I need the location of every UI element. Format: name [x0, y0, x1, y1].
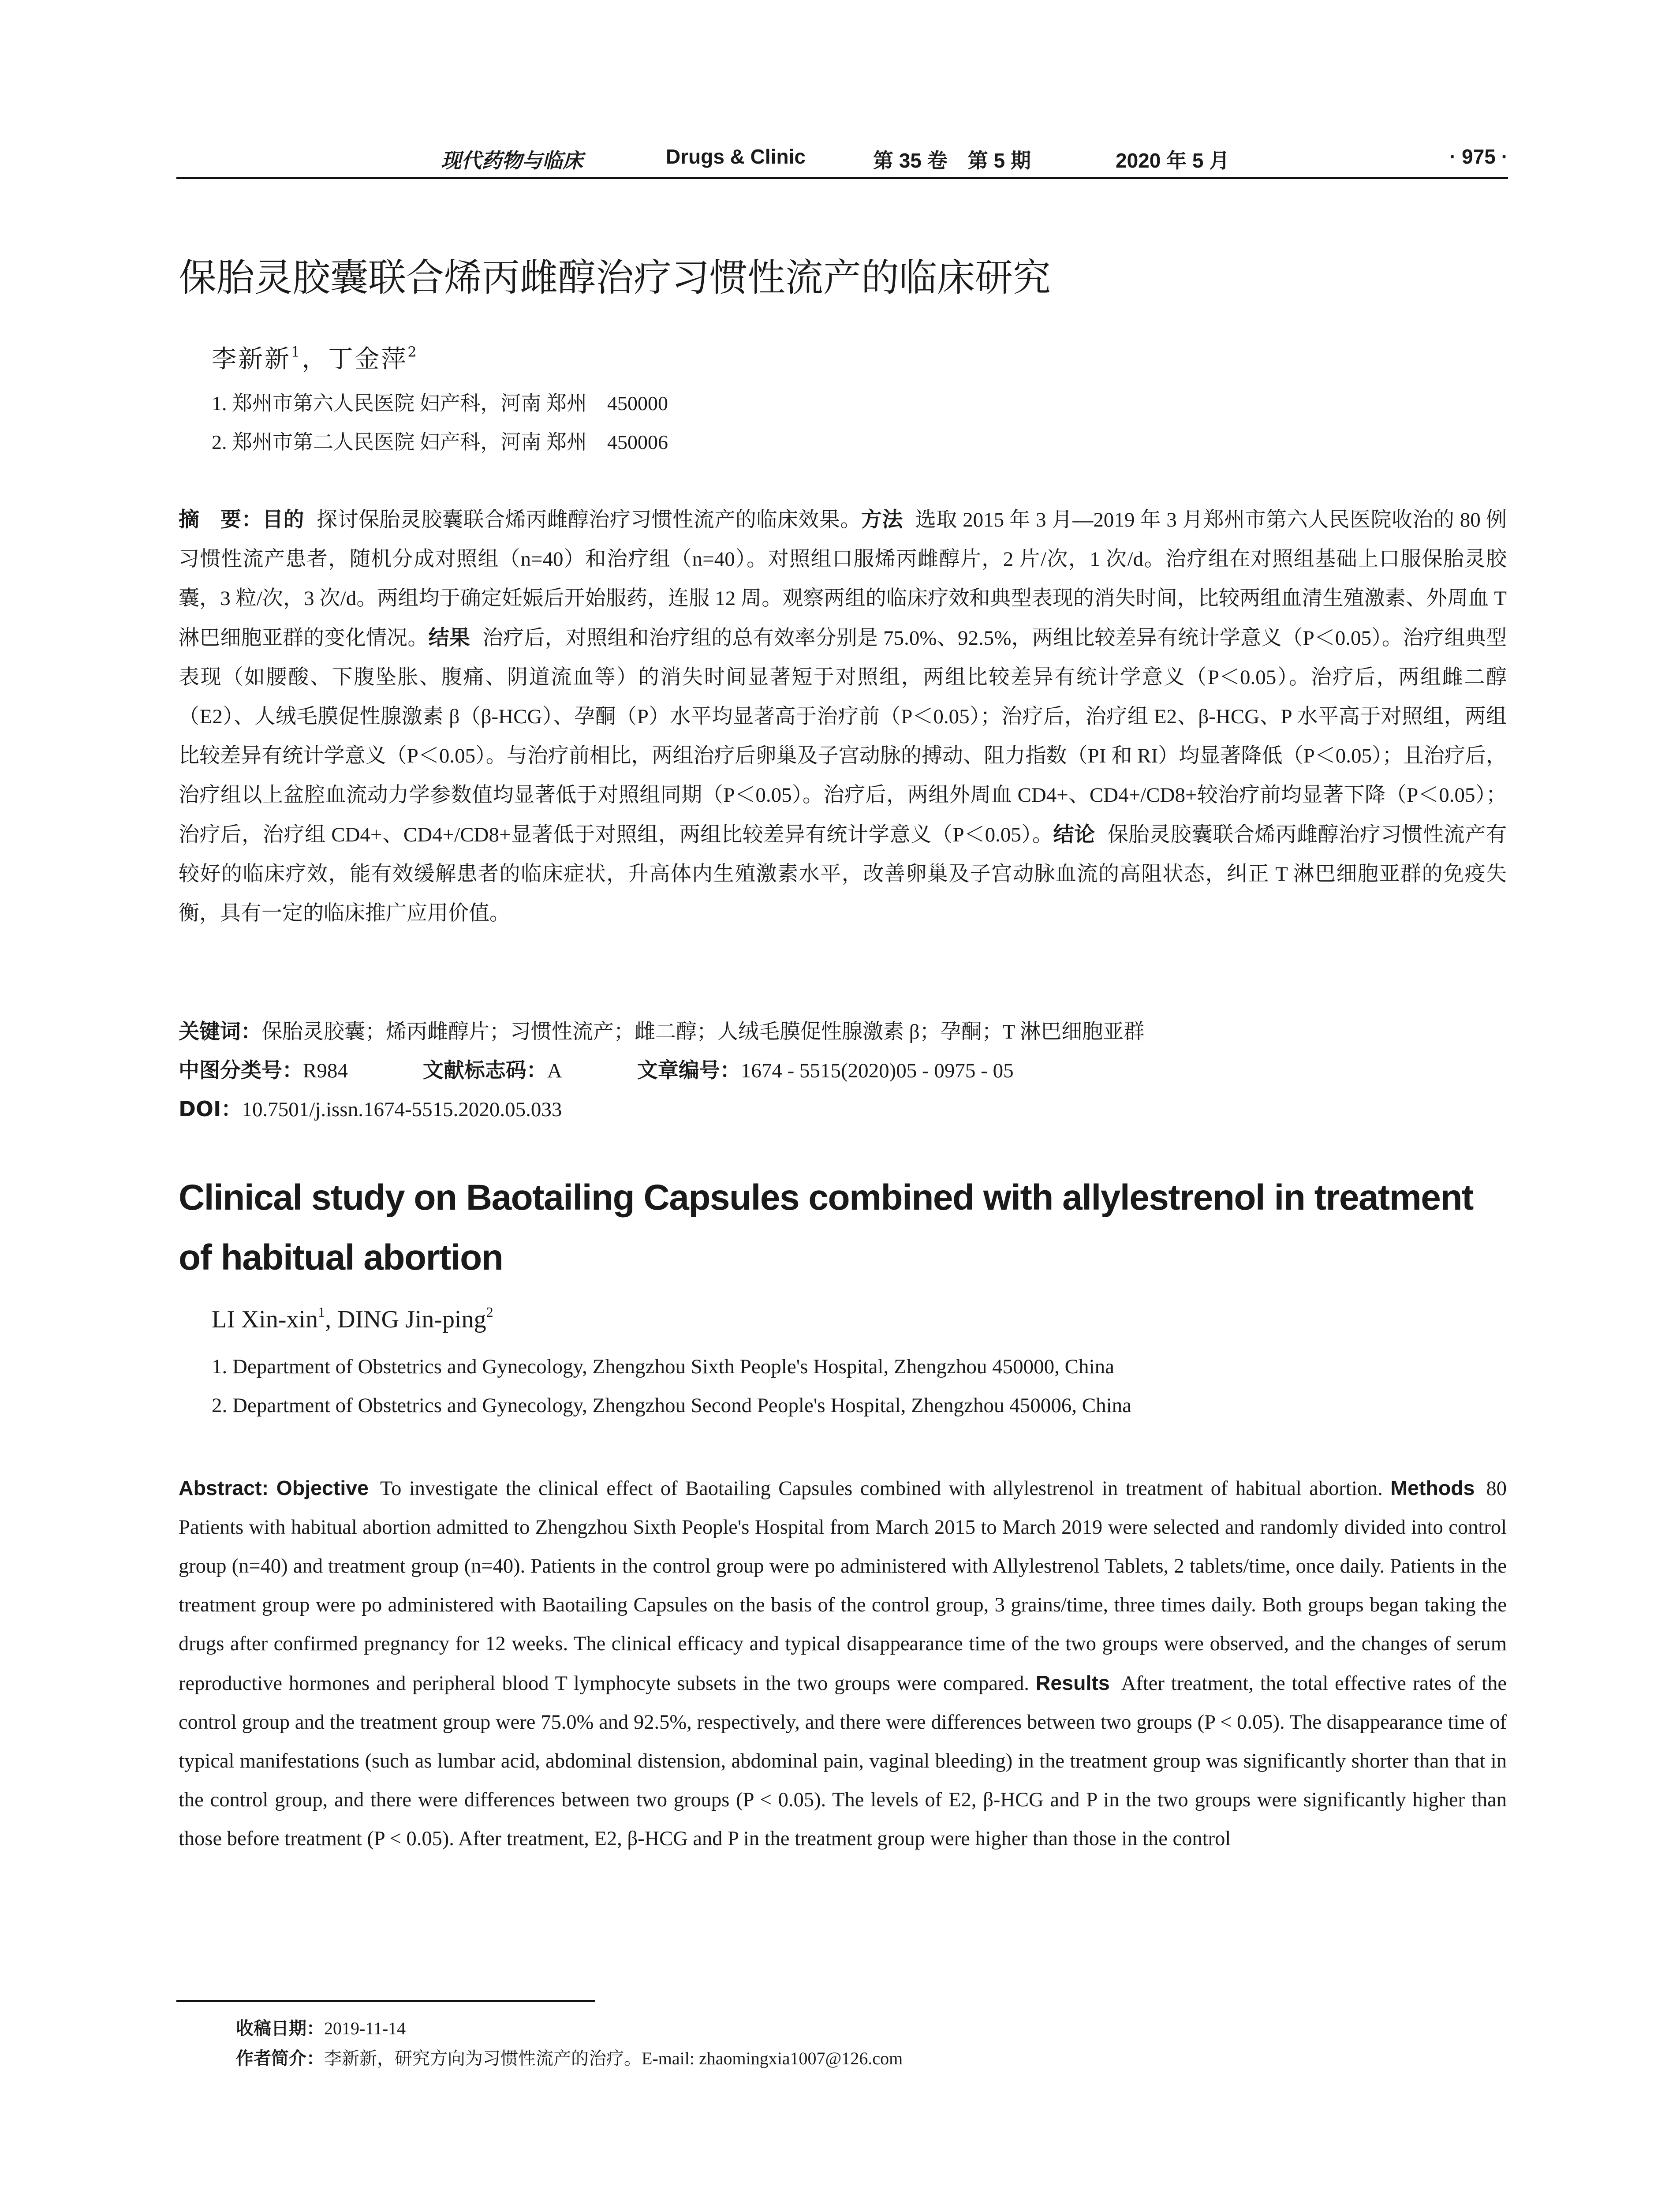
article-title-en: Clinical study on Baotailing Capsules combined with allylestrenol in treatment of habitual abortion [179, 1177, 1473, 1278]
received-date: 2019-11-14 [324, 2018, 406, 2038]
author-affiliation-mark: 2 [407, 344, 418, 360]
results-text: After treatment, the total effective rates of the control group and the treatment group were 75.0% and 92.5%, respectively, and there were differences between two groups (P < 0.05). The disappearance time of typical manifestations (such as lumbar acid, abdominal distension, abdominal pain, vaginal bleeding) in the treatment group was significantly shorter than that in the control group, and there were differences between two groups (P < 0.05). The levels of E2, β-HCG and P in the two groups were significantly higher than those before treatment (P < 0.05). After treatment, E2, β-HCG and P in the treatment group were higher than those in the control [179, 1672, 1507, 1850]
methods-label: 方法 [861, 508, 903, 532]
abstract-label: 摘 要： [179, 508, 262, 532]
results-label: Results [1035, 1671, 1110, 1694]
author-bio-note [236, 2044, 903, 2070]
received-date-note [236, 2014, 406, 2040]
footnote-rule [176, 2000, 595, 2002]
page-number: · 975 · [1449, 145, 1508, 168]
article-id-value: 1674 - 5515(2020)05 - 0975 - 05 [740, 1059, 1014, 1082]
objective-label: 目的 [262, 508, 304, 532]
methods-text: 80 Patients with habitual abortion admitted to Zhengzhou Sixth People's Hospital from March 2015 to March 2019 were selected and randomly divided into control group (n=40) and treatment group (n=40). Patients in the control group were po administered with Allylestrenol Tablets, 2 tablets/time, once daily. Patients in the treatment group were po administered with Baotailing Capsules on the basis of the control group, 3 grains/time, three times daily. Both groups began taking the drugs after confirmed pregnancy for 12 weeks. The clinical efficacy and typical disappearance time of the two groups were observed, and the changes of serum reproductive hormones and peripheral blood T lymphocyte subsets in the two groups were compared. [179, 1477, 1507, 1695]
conclusion-text: 保胎灵胶囊联合烯丙雌醇治疗习惯性流产有较好的临床疗效，能有效缓解患者的临床症状，升高体内生殖激素水平，改善卵巢及子宫动脉血流的高阻状态，纠正 T 淋巴细胞亚群的免疫失衡，具有一定的临床推广应用价值。 [179, 823, 1507, 925]
author-name: LI Xin-xin [212, 1306, 318, 1333]
clc-label: 中图分类号： [179, 1058, 303, 1083]
author-list-en [212, 1305, 493, 1334]
header-rule [176, 177, 1508, 179]
author-name: 李新新 [212, 345, 291, 374]
author-list-zh [212, 340, 418, 375]
author-separator: , [325, 1306, 338, 1333]
objective-text: To investigate the clinical effect of Baotailing Capsules combined with allylestrenol in treatment of habitual abortion. [380, 1477, 1383, 1500]
results-label: 结果 [428, 626, 470, 650]
author-separator: ， [302, 345, 329, 374]
doc-code-label: 文献标志码： [422, 1058, 547, 1083]
methods-text: 选取 2015 年 3 月—2019 年 3 月郑州市第六人民医院收治的 80 例习惯性流产患者，随机分成对照组（n=40）和治疗组（n=40）。对照组口服烯丙雌醇片，2 片/次，1 次/d。治疗组在对照组基础上口服保胎灵胶囊，3 粒/次，3 次/d。两组均于确定妊娠后开始服药，连服 12 周。观察两组的临床疗效和典型表现的消失时间，比较两组血清生殖激素、外周血 T 淋巴细胞亚群的变化情况。 [179, 508, 1507, 650]
keywords-zh [179, 1015, 1144, 1045]
results-text: 治疗后，对照组和治疗组的总有效率分别是 75.0%、92.5%，两组比较差异有统计学意义（P＜0.05）。治疗组典型表现（如腰酸、下腹坠胀、腹痛、阴道流血等）的消失时间显著短于对照组，两组比较差异有统计学意义（P＜0.05）。治疗后，两组雌二醇（E2）、人绒毛膜促性腺激素 β（β-HCG）、孕酮（P）水平均显著高于治疗前（P＜0.05）；治疗后，治疗组 E2、β-HCG、P 水平高于对照组，两组比较差异有统计学意义（P＜0.05）。与治疗前相比，两组治疗后卵巢及子宫动脉的搏动、阻力指数（PI 和 RI）均显著降低（P＜0.05）；且治疗后，治疗组以上盆腔血流动力学参数值均显著低于对照组同期（P＜0.05）。治疗后，两组外周血 CD4+、CD4+/CD8+较治疗前均显著下降（P＜0.05）；治疗后，治疗组 CD4+、CD4+/CD8+显著低于对照组，两组比较差异有统计学意义（P＜0.05）。 [179, 627, 1507, 846]
conclusion-label: 结论 [1053, 822, 1095, 847]
abstract-en [179, 1469, 1507, 1858]
article-id-label: 文章编号： [637, 1058, 741, 1083]
author-name: DING Jin-ping [337, 1306, 486, 1333]
doi-link[interactable]: 10.7501/j.issn.1674-5515.2020.05.033 [242, 1098, 562, 1121]
affiliation-zh: 2. 郑州市第二人民医院 妇产科，河南 郑州 450006 [212, 431, 668, 453]
affiliation-en: 2. Department of Obstetrics and Gynecology, Zhengzhou Second People's Hospital, Zhengzhou 450006, China [212, 1394, 1132, 1417]
objective-label: Objective [276, 1476, 369, 1499]
keywords-label: 关键词： [179, 1020, 261, 1044]
issue-date: 2020 年 5 月 [1116, 149, 1230, 172]
author-name: 丁金萍 [328, 345, 408, 374]
author-bio-label: 作者简介： [236, 2048, 324, 2069]
affiliation-zh: 1. 郑州市第六人民医院 妇产科，河南 郑州 450000 [212, 392, 668, 415]
author-affiliation-mark: 2 [486, 1304, 493, 1320]
methods-label: Methods [1390, 1476, 1475, 1499]
objective-text: 探讨保胎灵胶囊联合烯丙雌醇治疗习惯性流产的临床效果。 [316, 508, 861, 531]
volume-issue: 第 35 卷 第 5 期 [873, 149, 1031, 172]
author-bio-text: 李新新，研究方向为习惯性流产的治疗。E-mail: zhaomingxia1007@126.com [324, 2048, 903, 2068]
journal-name-en: Drugs & Clinic [666, 145, 806, 168]
author-affiliation-mark: 1 [291, 344, 302, 360]
keywords-text: 保胎灵胶囊；烯丙雌醇片；习惯性流产；雌二醇；人绒毛膜促性腺激素 β；孕酮；T 淋巴细胞亚群 [261, 1020, 1145, 1043]
journal-name-zh: 现代药物与临床 [441, 149, 583, 172]
doc-code-value: A [547, 1059, 562, 1082]
abstract-zh [179, 500, 1507, 933]
author-affiliation-mark: 1 [318, 1304, 325, 1320]
received-label: 收稿日期： [236, 2018, 324, 2039]
classification-line [179, 1054, 1014, 1084]
clc-value: R984 [303, 1059, 348, 1082]
abstract-label: Abstract: [179, 1476, 269, 1499]
running-header [176, 140, 1508, 176]
affiliation-en: 1. Department of Obstetrics and Gynecology, Zhengzhou Sixth People's Hospital, Zhengzhou 450000, China [212, 1355, 1114, 1378]
doi-line [179, 1093, 562, 1122]
doi-label: DOI： [179, 1097, 242, 1121]
article-title-zh: 保胎灵胶囊联合烯丙雌醇治疗习惯性流产的临床研究 [179, 256, 1051, 300]
